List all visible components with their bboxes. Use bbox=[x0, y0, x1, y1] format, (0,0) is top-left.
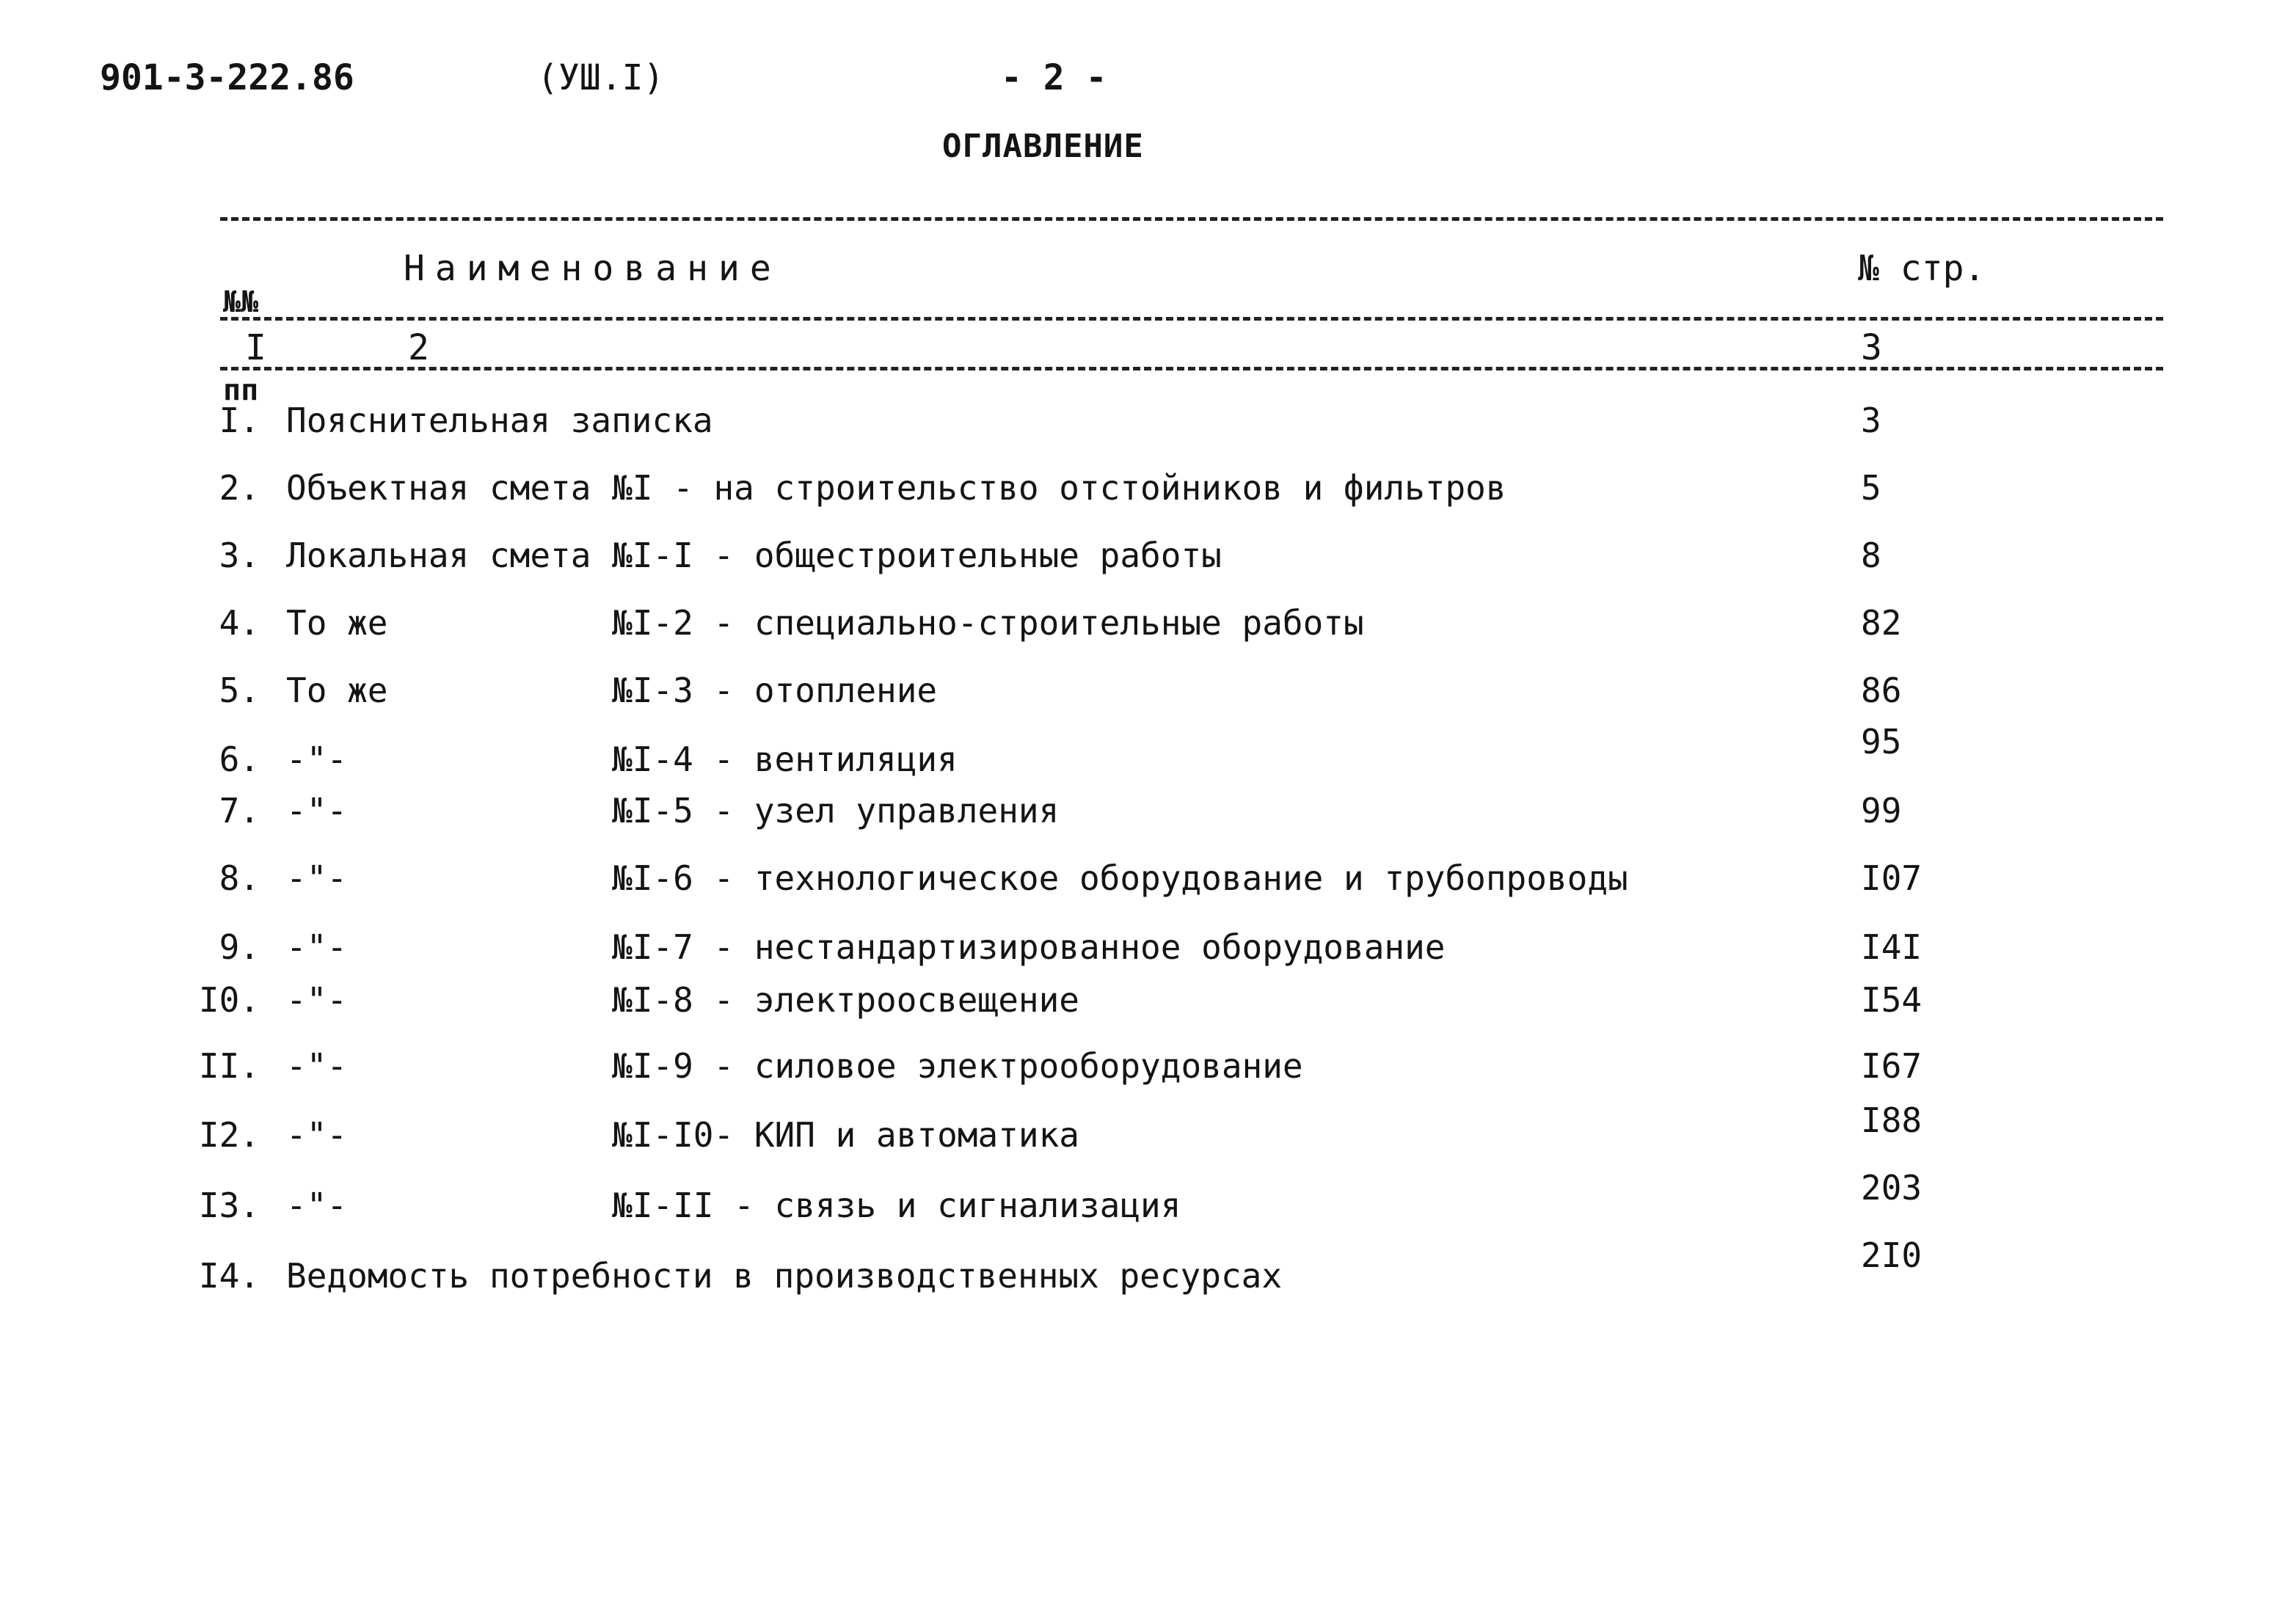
column-header-page: № стр. bbox=[1858, 248, 1986, 289]
row-page: I88 bbox=[1861, 1100, 1923, 1140]
row-name: -"- bbox=[286, 1186, 348, 1225]
row-page: I54 bbox=[1861, 980, 1923, 1020]
row-page: 5 bbox=[1861, 468, 1881, 508]
header-bottom-rule bbox=[220, 317, 2163, 321]
table-row bbox=[0, 791, 2296, 838]
table-row bbox=[0, 1100, 2296, 1162]
column-header-number-bottom: пп bbox=[223, 373, 259, 407]
row-name: -"- bbox=[286, 1115, 348, 1155]
row-estimate: №I-9 - силовое электрооборудование bbox=[612, 1046, 1303, 1086]
row-estimate: №I-4 - вентиляция bbox=[612, 740, 958, 779]
row-name: -"- bbox=[286, 1046, 348, 1086]
row-estimate: №I-II - связь и сигнализация bbox=[612, 1186, 1181, 1225]
row-page: I07 bbox=[1861, 858, 1923, 898]
column-number-1: I bbox=[245, 327, 266, 368]
row-number: 3. bbox=[219, 536, 260, 575]
row-number: II. bbox=[198, 1046, 260, 1086]
row-estimate: №I-6 - технологическое оборудование и трубопроводы bbox=[612, 858, 1628, 898]
table-row bbox=[0, 1046, 2296, 1093]
row-number: 2. bbox=[219, 468, 260, 508]
row-page: 86 bbox=[1861, 671, 1902, 710]
row-name: -"- bbox=[286, 791, 348, 830]
document-code: 901-3-222.86 bbox=[100, 57, 354, 98]
row-page: 2I0 bbox=[1861, 1235, 1923, 1275]
table-row bbox=[0, 673, 2296, 717]
row-estimate: №I-8 - электроосвещение bbox=[612, 980, 1079, 1020]
row-page: I4I bbox=[1861, 927, 1923, 967]
row-number: 4. bbox=[219, 603, 260, 643]
row-page: I67 bbox=[1861, 1046, 1923, 1086]
column-header-name: Наименование bbox=[404, 248, 781, 289]
row-estimate: №I-I0- КИП и автоматика bbox=[612, 1115, 1079, 1155]
row-estimate: №I-5 - узел управления bbox=[612, 791, 1060, 830]
page-title: ОГЛАВЛЕНИЕ bbox=[942, 128, 1144, 165]
row-number: I0. bbox=[198, 980, 260, 1020]
row-number: 6. bbox=[219, 740, 260, 779]
row-page: 99 bbox=[1861, 791, 1902, 830]
row-estimate: №I-7 - нестандартизированное оборудование bbox=[612, 927, 1446, 967]
row-name: То же bbox=[286, 671, 388, 710]
row-name: Объектная смета bbox=[286, 468, 591, 508]
row-estimate: №I-2 - специально-строительные работы bbox=[612, 603, 1364, 643]
column-number-2: 2 bbox=[408, 327, 429, 368]
row-page: 203 bbox=[1861, 1168, 1923, 1208]
row-estimate: №I - на строительство отстойников и фильтров bbox=[612, 468, 1506, 508]
row-name: -"- bbox=[286, 740, 348, 779]
row-name: То же bbox=[286, 603, 388, 643]
row-number: 7. bbox=[219, 791, 260, 830]
row-number: I. bbox=[219, 401, 260, 440]
column-header-number-top: №№ bbox=[223, 285, 259, 319]
table-row bbox=[0, 858, 2296, 905]
table-row bbox=[0, 401, 2296, 448]
table-row bbox=[0, 722, 2296, 786]
row-page: 3 bbox=[1861, 401, 1881, 440]
row-page: 8 bbox=[1861, 536, 1881, 575]
row-name: Ведомость потребности в производственных ресурсах bbox=[286, 1256, 1283, 1296]
column-numbers-rule bbox=[220, 367, 2163, 370]
row-name: -"- bbox=[286, 927, 348, 967]
table-top-rule bbox=[220, 217, 2163, 221]
row-page: 95 bbox=[1861, 722, 1902, 762]
table-row bbox=[0, 1168, 2296, 1233]
page-number: - 2 - bbox=[1001, 57, 1107, 98]
column-number-3: 3 bbox=[1861, 327, 1882, 368]
table-row bbox=[0, 1235, 2296, 1303]
sheet-reference: (УШ.I) bbox=[537, 57, 665, 98]
row-estimate: №I-3 - отопление bbox=[612, 671, 938, 710]
row-number: I2. bbox=[198, 1115, 260, 1155]
row-page: 82 bbox=[1861, 603, 1902, 643]
row-number: 5. bbox=[219, 671, 260, 710]
table-row bbox=[0, 603, 2296, 650]
row-estimate: №I-I - общестроительные работы bbox=[612, 536, 1222, 575]
row-number: I4. bbox=[198, 1256, 260, 1296]
table-row bbox=[0, 927, 2296, 974]
row-number: I3. bbox=[198, 1186, 260, 1225]
row-number: 9. bbox=[219, 927, 260, 967]
row-name: -"- bbox=[286, 980, 348, 1020]
table-row bbox=[0, 980, 2296, 1027]
row-name: Пояснительная записка bbox=[286, 401, 713, 440]
row-number: 8. bbox=[219, 858, 260, 898]
table-row bbox=[0, 538, 2296, 583]
row-name: -"- bbox=[286, 858, 348, 898]
row-name: Локальная смета bbox=[286, 536, 591, 575]
table-row bbox=[0, 468, 2296, 515]
